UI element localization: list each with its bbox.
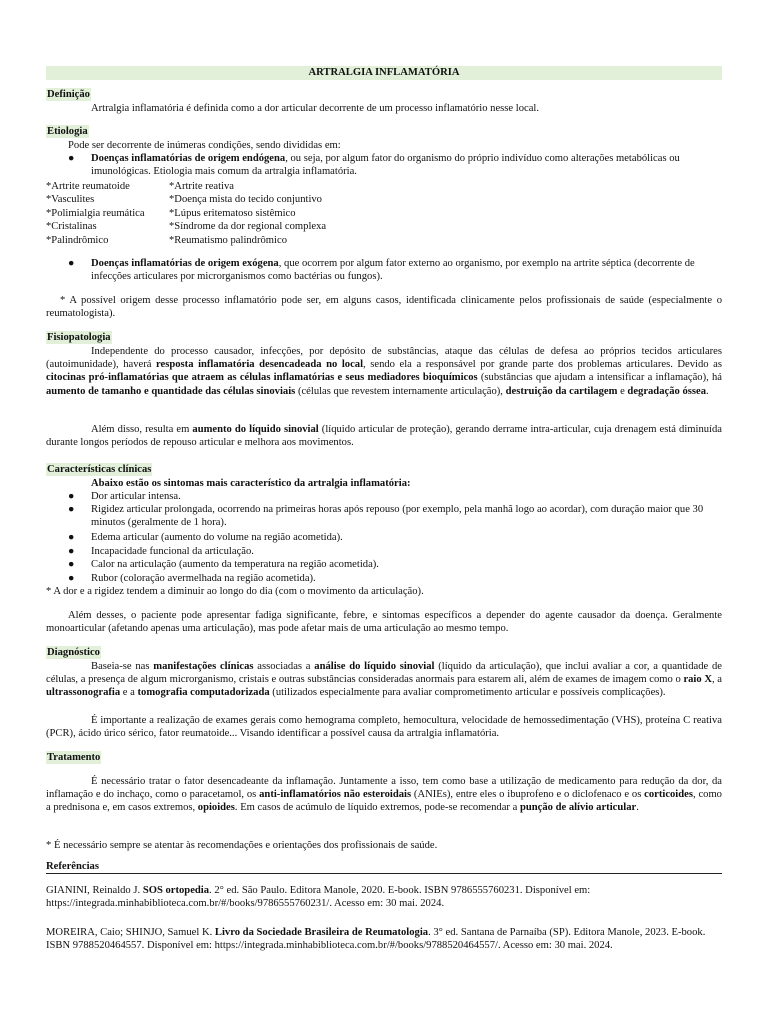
tratamento-note: * É necessário sempre se atentar às recomendações e orientações dos profissionais de saúde. — [46, 840, 438, 851]
bullet-icon: ● — [68, 546, 75, 557]
cause-left: *Vasculites — [46, 194, 95, 206]
bullet-icon: ● — [68, 504, 75, 515]
cause-left: *Artrite reumatoide — [46, 181, 130, 192]
document-title: ARTRALGIA INFLAMATÓRIA — [46, 66, 722, 80]
bullet-icon: ● — [68, 153, 75, 164]
caracteristicas-lead: Abaixo estão os sintomas mais característico da artralgia inflamatória: — [91, 478, 411, 489]
references-divider — [46, 873, 722, 874]
bullet-icon: ● — [68, 532, 75, 543]
reference-1: GIANINI, Reinaldo J. SOS ortopedia. 2° ed. São Paulo. Editora Manole, 2020. E-book. ISBN 9786555760231. Disponível em: https://integrada.minhabiblioteca.com.br/#/books/9786555760231/. Acesso em: 30 mai. 2024. — [46, 885, 591, 910]
etiologia-intro: Pode ser decorrente de inúmeras condições, sendo divididas em: — [68, 140, 341, 151]
bullet-icon: ● — [68, 573, 75, 584]
caracteristicas-extra: Além desses, o paciente pode apresentar fadiga significante, febre, e sintomas específicos a depender do agente causador da doença. Geralmente monoarticular (afetando apenas uma articulação), mas pode afetar mais de uma articulação ao mesmo tempo. — [46, 610, 722, 635]
heading-diagnostico: Diagnóstico — [47, 647, 100, 658]
bullet-icon: ● — [68, 491, 75, 502]
heading-definicao: Definição — [47, 89, 90, 100]
cause-right: *Lúpus eritematoso sistêmico — [169, 207, 296, 219]
cause-right: *Doença mista do tecido conjuntivo — [169, 194, 322, 206]
definicao-text: Artralgia inflamatória é definida como a dor articular decorrente de um processo inflamatório nesse local. — [91, 103, 539, 114]
cause-left: *Palindrômico — [46, 234, 109, 246]
bullet-text: , ou seja, por algum fator do organismo do próprio indivíduo como alterações metabólicas ou imunológicas. Etiologia mais comum da artralgia inflamatória. — [91, 153, 680, 178]
bullet-text: , que ocorrem por algum fator externo ao organismo, por exemplo na artrite séptica (decorrente de infecções articulares por microrganismos como bactérias ou fungos). — [91, 258, 695, 283]
bullet-icon: ● — [68, 258, 75, 269]
heading-referencias: Referências — [46, 861, 99, 872]
causes-table — [46, 180, 446, 247]
cause-right: *Síndrome da dor regional complexa — [169, 221, 327, 233]
heading-fisiopatologia: Fisiopatologia — [47, 332, 111, 343]
cause-right: *Artrite reativa — [169, 181, 235, 192]
etiologia-note: * A possível origem desse processo inflamatório pode ser, em alguns casos, identificada clinicamente pelos profissionais de saúde (especialmente o reumatologista). — [46, 295, 722, 320]
heading-caracteristicas: Características clínicas — [47, 464, 152, 475]
bullet-bold-text: Doenças inflamatórias de origem exógena — [91, 258, 279, 269]
diagnostico-p2: É importante a realização de exames gerais como hemograma completo, hemocultura, velocidade de hemossedimentação (VHS), proteína C reativa (PCR), ácido úrico sérico, fator reumatoide... Visando identificar a possível causa da artralgia inflamatória. — [46, 715, 722, 740]
reference-2: MOREIRA, Caio; SHINJO, Samuel K. Livro da Sociedade Brasileira de Reumatologia. 3° ed. Santana de Parnaíba (SP). Editora Manole, 2023. E-book. ISBN 9788520464557. Disponível em: https://integrada.minhabiblioteca.com.br/#/books/9788520464557/. Acesso em: 30 mai. 2024. — [46, 927, 706, 952]
bullet-bold-text: Doenças inflamatórias de origem endógena — [91, 153, 286, 164]
tratamento-p1: É necessário tratar o fator desencadeante da inflamação. Juntamente a isso, tem como base a utilização de medicamento para redução da dor, da inflamação e do inchaço, como o paracetamol, os anti-inflamatórios não esteroidais (ANIEs), entre eles o ibuprofeno e o diclofenaco e os corticoides, como a prednisona e, em casos extremos, opioides. Em casos de acúmulo de líquido extremos, pode-se recomendar a punção de alívio articular. — [46, 776, 722, 814]
caracteristicas-note: * A dor e a rigidez tendem a diminuir ao longo do dia (com o movimento da articulação). — [46, 586, 424, 597]
heading-tratamento: Tratamento — [47, 752, 101, 763]
bullet-icon: ● — [68, 559, 75, 570]
cause-left: *Cristalinas — [46, 221, 97, 233]
cause-left: *Polimialgia reumática — [46, 207, 145, 219]
fisiopatologia-p1: Independente do processo causador, infecções, por depósito de substâncias, ataque das células de defesa ao próprios tecidos articulares (autoimunidade), haverá resposta inflamatória desencadeada no local, sendo ela a responsável por grande parte dos problemas articulares. Devido as citocinas pró-inflamatórias que atraem as células inflamatórias e seus mediadores bioquímicos (substâncias que ajudam a intensificar a inflamação), há aumento de tamanho e quantidade das células sinoviais (células que revestem internamente articulação), destruição da cartilagem e degradação óssea. — [46, 346, 722, 397]
heading-etiologia: Etiologia — [47, 126, 88, 137]
diagnostico-p1: Baseia-se nas manifestações clínicas associadas a análise do líquido sinovial (líquido da articulação), que inclui avaliar a cor, a quantidade de células, a presença de algum microrganismo, cristais e outras substâncias consideradas anormais para estarem ali, além de exames de imagem como o raio X, a ultrassonografia e a tomografia computadorizada (utilizados especialmente para avaliar comprometimento articular e possíveis complicações). — [46, 661, 722, 699]
fisiopatologia-p2: Além disso, resulta em aumento do líquido sinovial (líquido articular de proteção), gerando derrame intra-articular, cuja drenagem está diminuída durante longos períodos de repouso articular e melhora aos movimentos. — [46, 424, 722, 449]
cause-right: *Reumatismo palindrômico — [169, 234, 287, 246]
